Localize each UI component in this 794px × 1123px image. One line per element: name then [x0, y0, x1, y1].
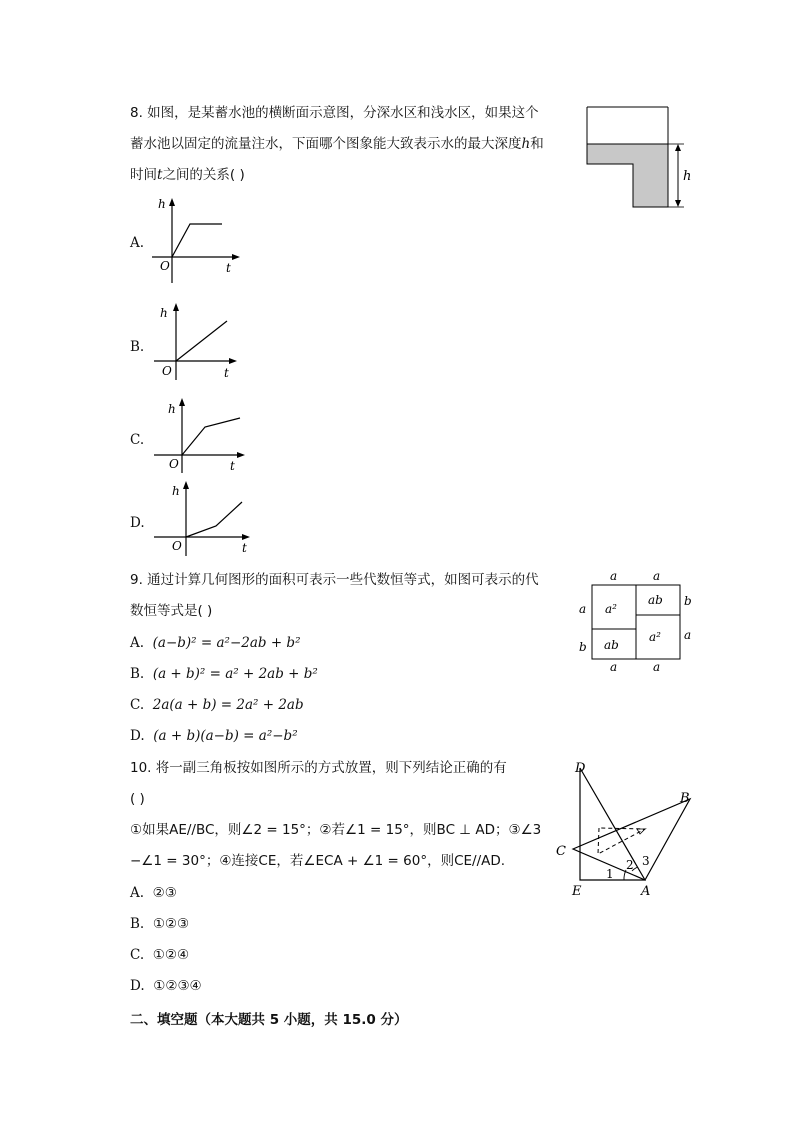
axis-x-label: t: [242, 541, 247, 555]
q8-option-a-label: A.: [130, 235, 145, 251]
q8-option-c-label: C.: [130, 432, 145, 448]
q10-line1: 10. 将一副三角板按如图所示的方式放置，则下列结论正确的有: [130, 760, 507, 776]
q8-line3-text: 时间: [130, 167, 157, 183]
q8-option-c-graph[interactable]: [150, 395, 250, 475]
q9-option-b[interactable]: [130, 664, 318, 684]
q10-line4: −∠1 = 30°；④连接CE，若∠ECA + ∠1 = 60°，则CE//AD.: [130, 853, 506, 869]
q8-option-b-label: B.: [130, 339, 145, 355]
q8-option-d-graph[interactable]: [150, 478, 255, 558]
water-fill: [587, 144, 668, 207]
q9-option-c-label: C.: [130, 697, 145, 713]
area-figure: [570, 565, 700, 677]
bottom-label-2: a: [653, 660, 661, 674]
angle-2: 2: [626, 858, 634, 872]
q10-option-d-label: D.: [130, 978, 145, 994]
q9-option-a-text: (a−b)² = a²−2ab + b²: [152, 635, 301, 651]
right-label-1: b: [684, 594, 692, 608]
right-label-2: a: [684, 628, 692, 642]
origin-label: O: [169, 457, 179, 471]
top-label-2: a: [653, 569, 661, 583]
q9-option-c-text: 2a(a + b) = 2a² + 2ab: [152, 697, 304, 713]
q10-option-b-label: B.: [130, 916, 145, 932]
q8-line2-text: 蓄水池以固定的流量注水，下面哪个图象能大致表示水的最大深度: [130, 136, 522, 152]
origin-label: O: [172, 539, 182, 553]
q9-option-d-text: (a + b)(a−b) = a²−b²: [153, 728, 298, 744]
cell-ab-1: ab: [648, 593, 663, 607]
q9-option-d[interactable]: [130, 726, 298, 746]
axis-x-label: t: [230, 459, 235, 473]
bottom-label-1: a: [610, 660, 618, 674]
q10-line3: ①如果AE//BC，则∠2 = 15°；②若∠1 = 15°，则BC ⊥ AD；③∠3: [130, 822, 542, 838]
q10-option-c-text: ①②④: [152, 947, 190, 963]
cell-ab-2: ab: [604, 638, 619, 652]
q9-line2: 数恒等式是( ): [130, 603, 213, 619]
cell-a-squared-2: a²: [649, 630, 661, 644]
q10-option-c[interactable]: [130, 945, 189, 965]
section-heading: 二、填空题（本大题共 5 小题，共 15.0 分）: [130, 1012, 408, 1028]
axis-y-label: h: [158, 197, 166, 211]
q9-option-c[interactable]: [130, 695, 304, 715]
triangle-figure: [552, 758, 702, 900]
figure-h-label: h: [683, 169, 692, 184]
q10-option-a-label: A.: [130, 885, 145, 901]
q8-option-a-graph[interactable]: [150, 195, 245, 287]
q10-option-b-text: ①②③: [152, 916, 190, 932]
left-label-2: b: [579, 640, 587, 654]
q8-line2-tail: 和: [530, 136, 544, 152]
q10-option-b[interactable]: [130, 914, 189, 934]
origin-label: O: [162, 364, 172, 378]
top-label-1: a: [610, 569, 618, 583]
left-label-1: a: [579, 602, 587, 616]
reservoir-figure: [580, 100, 700, 215]
point-d: D: [575, 761, 586, 776]
q8-line2: [130, 134, 544, 154]
axis-y-label: h: [160, 306, 168, 320]
axis-y-label: h: [168, 402, 176, 416]
q10-option-a-text: ②③: [152, 885, 177, 901]
axis-y-label: h: [172, 484, 180, 498]
q9-option-b-text: (a + b)² = a² + 2ab + b²: [152, 666, 318, 682]
angle-3: 3: [642, 854, 650, 868]
axis-x-label: t: [226, 261, 231, 275]
q9-option-a-label: A.: [130, 635, 145, 651]
q9-option-d-label: D.: [130, 728, 145, 744]
origin-label: O: [160, 259, 170, 273]
point-c: C: [556, 844, 566, 859]
q8-option-b-graph[interactable]: [150, 300, 245, 385]
q9-option-a[interactable]: [130, 633, 300, 653]
point-a: A: [641, 884, 651, 899]
axis-x-label: t: [224, 366, 229, 380]
q8-line3: [130, 165, 245, 185]
q8-line1: 8. 如图，是某蓄水池的横断面示意图，分深水区和浅水区，如果这个: [130, 105, 539, 121]
q9-line1: 9. 通过计算几何图形的面积可表示一些代数恒等式，如图可表示的代: [130, 572, 539, 588]
q10-option-d[interactable]: [130, 976, 202, 996]
q10-line2: ( ): [130, 791, 145, 807]
q8-var-h: h: [521, 136, 531, 152]
q9-option-b-label: B.: [130, 666, 145, 682]
cell-a-squared-1: a²: [605, 602, 617, 616]
q10-option-d-text: ①②③④: [153, 978, 202, 994]
q10-option-a[interactable]: [130, 883, 177, 903]
q10-option-c-label: C.: [130, 947, 145, 963]
q8-var-t: t: [157, 167, 163, 183]
q8-line3-tail: 之间的关系( ): [162, 167, 245, 183]
angle-1: 1: [606, 867, 614, 881]
q8-option-d-label: D.: [130, 515, 145, 531]
point-b: B: [680, 791, 690, 806]
point-e: E: [572, 884, 582, 899]
